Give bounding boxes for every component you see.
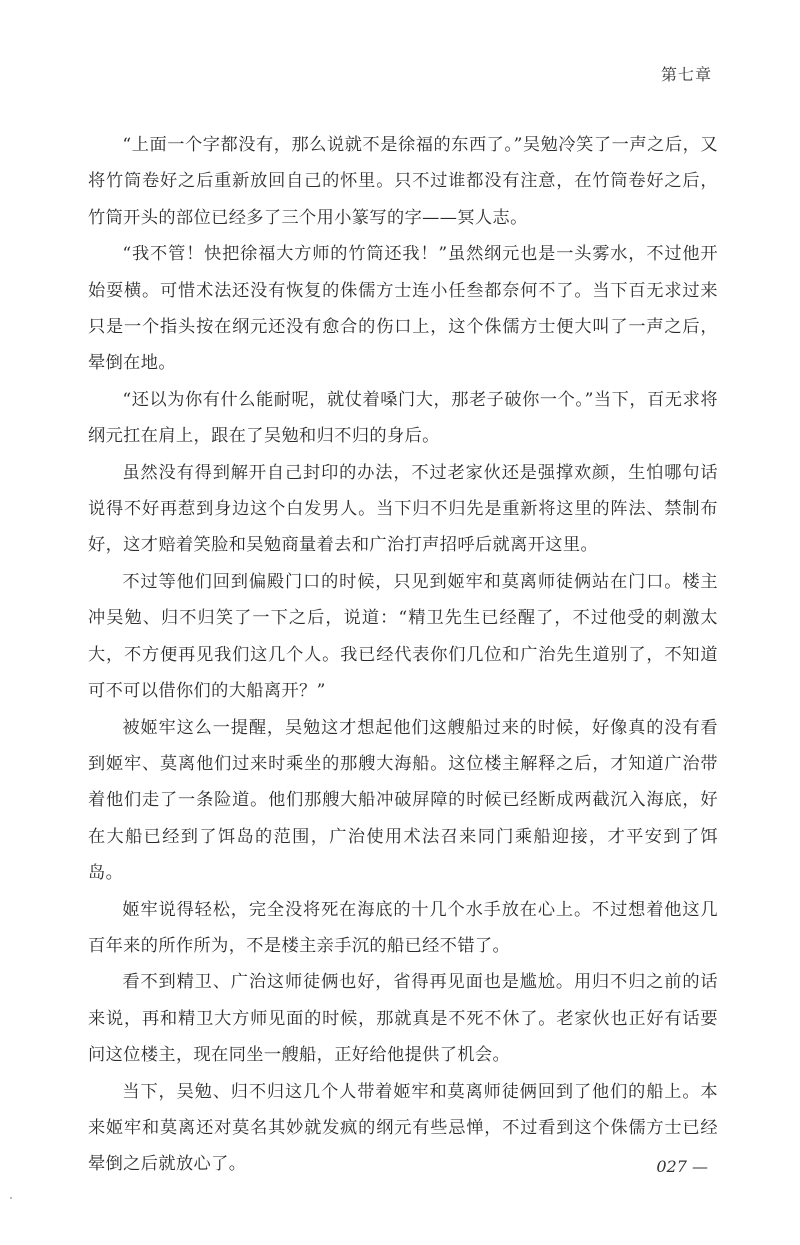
paragraph: 虽然没有得到解开自己封印的办法，不过老家伙还是强撑欢颜，生怕哪句话说得不好再惹到身边这个白发男人。当下归不归先是重新将这里的阵法、禁制布好，这才赔着笑脸和吴勉商量着去和广治打声招呼后就离开这里。 [88, 462, 718, 556]
paragraph: “上面一个字都没有，那么说就不是徐福的东西了。”吴勉冷笑了一声之后，又将竹筒卷好之后重新放回自己的怀里。只不过谁都没有注意，在竹筒卷好之后，竹筒开头的部位已经多了三个用小篆写的字——冥人志。 [88, 135, 718, 228]
chapter-header: 第七章 [660, 65, 712, 84]
paragraph: 看不到精卫、广治这师徒俩也好，省得再见面也是尴尬。用归不归之前的话来说，再和精卫大方师见面的时候，那就真是不死不休了。老家伙也正好有话要问这位楼主，现在同坐一艘船，正好给他提供了机会。 [88, 972, 718, 1066]
paragraph: 被姬牢这么一提醒，吴勉这才想起他们这艘船过来的时候，好像真的没有看到姬牢、莫离他们过来时乘坐的那艘大海船。这位楼主解释之后，才知道广治带着他们走了一条险道。他们那艘大船冲破屏障的时候已经断成两截沉入海底，好在大船已经到了饵岛的范围，广治使用术法召来同门乘船迎接，才平安到了饵岛。 [88, 717, 718, 884]
paragraph: 姬牢说得轻松，完全没将死在海底的十几个水手放在心上。不过想着他这几百年来的所作所为，不是楼主亲手沉的船已经不错了。 [88, 899, 718, 956]
paragraph: “我不管！快把徐福大方师的竹筒还我！”虽然纲元也是一头雾水，不过他开始耍横。可惜术法还没有恢复的侏儒方士连小任叁都奈何不了。当下百无求过来只是一个指头按在纲元还没有愈合的伤口上，这个侏儒方士便大叫了一声之后，晕倒在地。 [88, 244, 718, 374]
paragraph: 当下，吴勉、归不归这几个人带着姬牢和莫离师徒俩回到了他们的船上。本来姬牢和莫离还对莫名其妙就发疯的纲元有些忌惮，不过看到这个侏儒方士已经晕倒之后就放心了。 [88, 1081, 718, 1175]
body-text [88, 127, 718, 1183]
page-number: 027 — [656, 1157, 708, 1176]
paragraph: “还以为你有什么能耐呢，就仗着嗓门大，那老子破你一个。”当下，百无求将纲元扛在肩上，跟在了吴勉和归不归的身后。 [88, 389, 718, 447]
scan-mark [10, 1197, 12, 1199]
paragraph: 不过等他们回到偏殿门口的时候，只见到姬牢和莫离师徒俩站在门口。楼主冲吴勉、归不归笑了一下之后，说道：“精卫先生已经醒了，不过他受的刺激太大，不方便再见我们这几个人。我已经代表你们几位和广治先生道别了，不知道可不可以借你们的大船离开？” [88, 571, 718, 702]
